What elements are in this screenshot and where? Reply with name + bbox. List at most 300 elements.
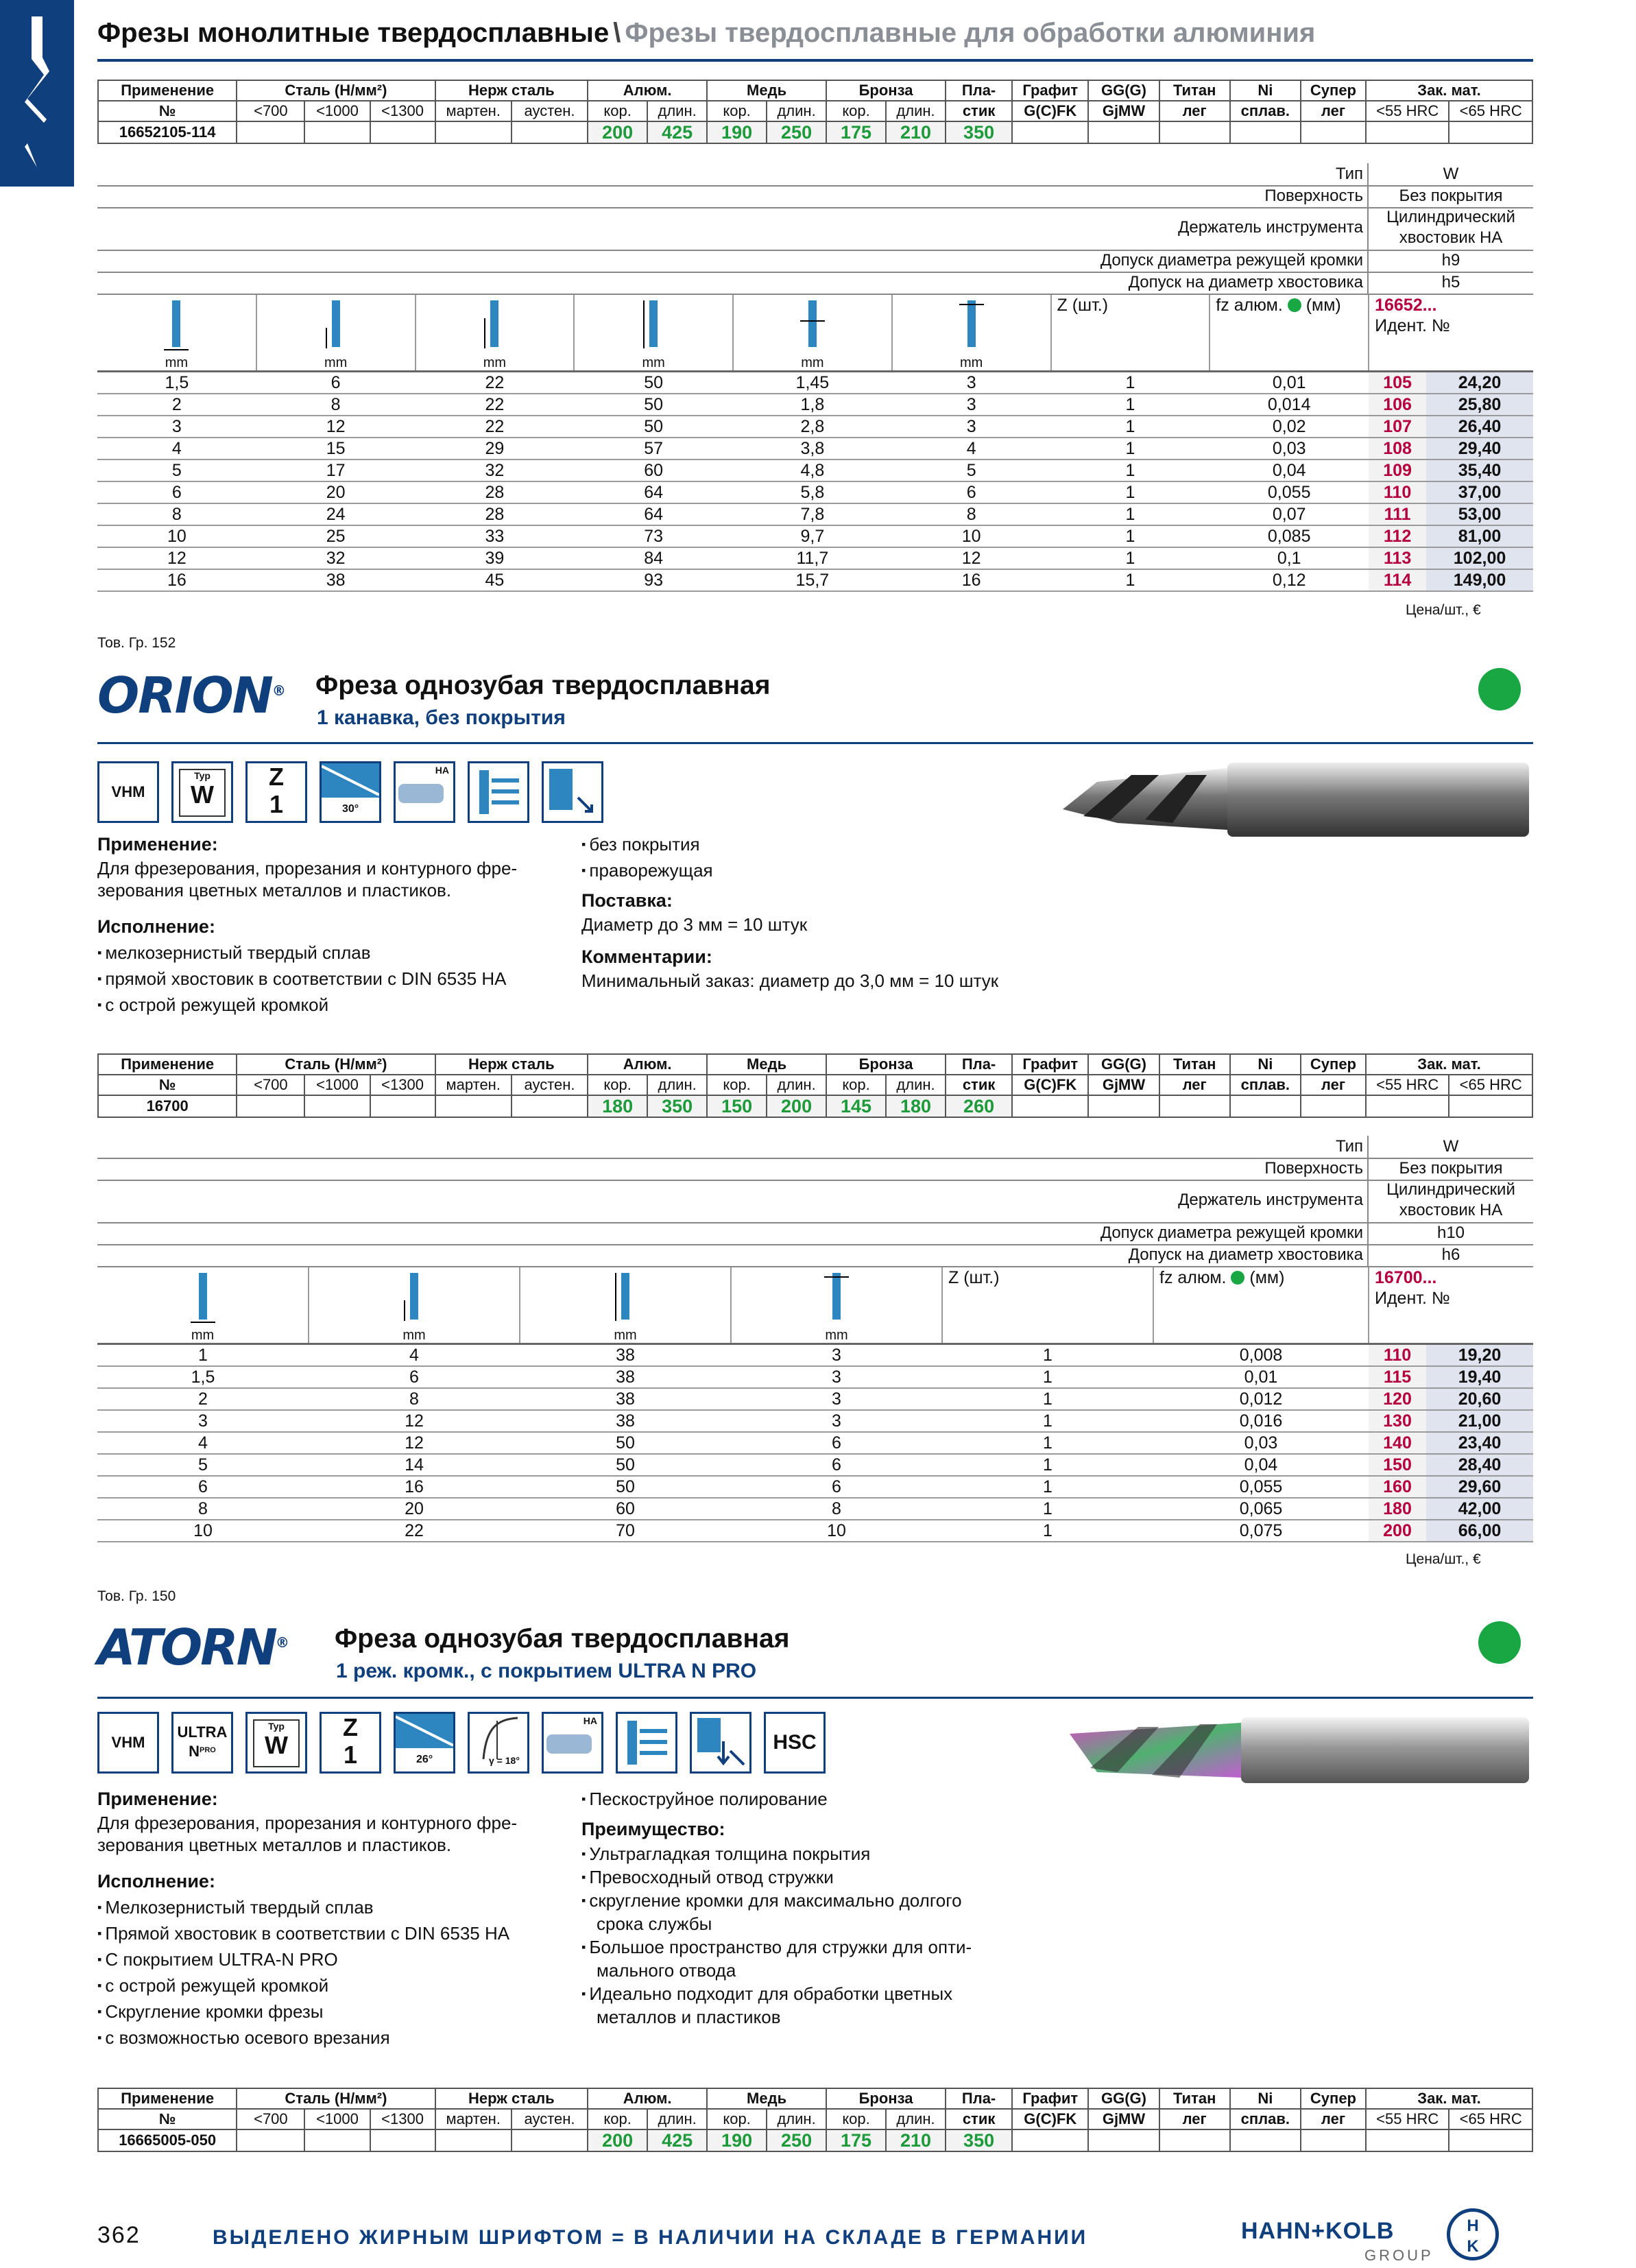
list-item: ▪ Большое пространство для стружки для опти- [581,1935,1061,1959]
table-cell: 1,5 [97,1366,309,1388]
table-cell: 38 [520,1366,731,1388]
ident-no: 200 [1369,1520,1426,1542]
drill-icon [18,16,56,167]
app-value: 350 [647,1095,707,1117]
table-cell: 1 [942,1498,1153,1520]
neck-length-icon [481,300,508,355]
application-table-3: Применение Сталь (Н/мм²) Нерж сталь Алюм. Медь Бронза Пла- Графит GG(G) Титан Ni Супер Зак. мат. № <700 <1000 <1300 мартен. аустен. кор. длин. кор. длин. кор. длин. стик G(C)FK GjMW лег сплав. лег <55 HRC <65 HRC 16665005-050 200 425 190 250 175 210 350 [97,2088,1533,2152]
spec-surface-value: Без покрытия [1367,185,1533,207]
table-cell: 12 [892,547,1051,569]
list-item: ▪ Прямой хвостовик в соответствии с DIN 6535 HA [97,1920,577,1946]
sidebar-band [0,0,74,187]
price: 29,60 [1426,1476,1533,1498]
table-cell: 0,085 [1210,525,1369,547]
orion-application: Применение: Для фрезерования, прорезания и контурного фре- зерования цветных металлов и пластиков. Исполнение: ▪ мелкозернистый твердый сплав ▪ прямой хвостовик в соответствии с DIN 6535 HA ▪ с острой режущей кромкой [97,831,564,1018]
app-value: 260 [946,1095,1012,1117]
table-cell: 1,5 [97,372,256,394]
table-cell: 8 [309,1388,520,1410]
table-cell: 24 [256,503,416,525]
table-cell: 10 [731,1520,942,1542]
table-row [97,1498,1533,1520]
table-row [97,1410,1533,1432]
table-cell: 22 [416,372,575,394]
table-row [97,1454,1533,1476]
spec-tolshank-label: Допуск на диаметр хвостовика [1128,273,1363,291]
table-row [97,1476,1533,1498]
table-row [97,525,1533,547]
app-value: 425 [647,121,707,143]
atorn-logo: ATORN® [97,1619,287,1676]
dim-l1-header: mm [520,1267,731,1344]
orion-title: Фреза однозубая твердосплавная [315,671,771,700]
hdr-sub: лег [1301,101,1366,121]
table-cell: 33 [416,525,575,547]
table-row [97,1432,1533,1454]
list-item: ▪ без покрытия [581,831,1130,857]
hdr-sub: G(C)FK [1012,101,1088,121]
table-cell: 60 [574,459,733,481]
rake-angle-icon: γ = 18° [468,1712,529,1774]
hdr-sub: стик [946,101,1012,121]
table-cell: 28 [416,503,575,525]
list-item: ▪ Пескоструйное полирование [581,1786,1061,1812]
z1-icon: Z 1 [320,1712,381,1774]
price-unit-1: Цена/шт., € [1406,602,1481,618]
table-row [97,547,1533,569]
price: 24,20 [1426,372,1533,394]
price: 149,00 [1426,569,1533,591]
table-cell: 20 [309,1498,520,1520]
table-cell: 2 [97,394,256,416]
table-cell: 6 [256,372,416,394]
dim-d1-header: mm [97,1267,309,1344]
ident-no: 180 [1369,1498,1426,1520]
hdr-sub: длин. [647,101,707,121]
hdr-castiron: GG(G) [1088,80,1159,101]
table-cell: 0,014 [1210,394,1369,416]
table-cell: 0,04 [1153,1454,1369,1476]
table-cell: 6 [97,481,256,503]
table-cell: 9,7 [733,525,892,547]
dimension-table-2 [97,1267,1533,1542]
table-cell: 1 [1051,481,1210,503]
ultra-n-pro-icon: ULTRA $N^{PRO}$ [171,1712,233,1774]
table-cell: 32 [256,547,416,569]
hdr-sub: мартен. [435,101,512,121]
cutting-diameter-icon [163,300,190,355]
dim-fz-header: fz алюм. (мм) [1210,295,1369,372]
app-value: 350 [946,121,1012,143]
table-cell: 4 [97,438,256,459]
table-row [97,503,1533,525]
hdr-sub: <700 [237,101,304,121]
price: 20,60 [1426,1388,1533,1410]
table-cell: 1 [97,1344,309,1367]
table-cell: 50 [574,416,733,438]
table-row [97,481,1533,503]
table-cell: 8 [97,1498,309,1520]
ident-no: 109 [1369,459,1426,481]
hdr-copper: Медь [707,80,826,101]
price: 42,00 [1426,1498,1533,1520]
hk-emblem-icon: H K [1447,2208,1499,2260]
table-cell: 60 [520,1498,731,1520]
table-cell: 1 [1051,503,1210,525]
dim-d2-header: mm [731,1267,942,1344]
table-cell: 1 [942,1366,1153,1388]
table-cell: 6 [731,1476,942,1498]
hdr-no: № [98,101,237,121]
section-rule [97,1697,1533,1699]
table-cell: 16 [892,569,1051,591]
dim-fz-header: fz алюм. (мм) [1153,1267,1369,1344]
table-cell: 50 [574,394,733,416]
type-w-icon: Typ W [171,761,233,823]
green-dot-icon [1231,1271,1244,1285]
table-cell: 10 [97,525,256,547]
app-value: 180 [886,1095,946,1117]
table-cell: 4 [892,438,1051,459]
table-row [97,1344,1533,1367]
hdr-bronze: Бронза [826,80,946,101]
total-length-icon [640,300,667,355]
price: 25,80 [1426,394,1533,416]
table-cell: 0,03 [1153,1432,1369,1454]
hdr-stainless: Нерж сталь [435,80,588,101]
dim-l3-header: mm [416,295,575,372]
atorn-tool-image [1070,1706,1536,1789]
list-item: ▪ Превосходный отвод стружки [581,1865,1061,1889]
table-cell: 84 [574,547,733,569]
spec-type-label: Тип [1335,165,1363,183]
table-cell: 50 [574,372,733,394]
table-cell: 15 [256,438,416,459]
table-cell: 16 [309,1476,520,1498]
hdr-application: Применение [98,80,237,101]
hdr-sub: сплав. [1230,101,1301,121]
table-cell: 3 [892,372,1051,394]
neck-diameter-icon [799,300,826,355]
table-cell: 3 [97,1410,309,1432]
shank-diameter-icon [823,1273,850,1328]
table-cell: 3 [731,1410,942,1432]
total-length-icon [612,1273,639,1328]
dim-d3-header: mm [733,295,892,372]
table-cell: 5 [97,459,256,481]
application-table-1 [97,80,1533,144]
table-cell: 1,8 [733,394,892,416]
table-cell: 0,01 [1210,372,1369,394]
table-cell: 29 [416,438,575,459]
app-value: 250 [767,121,826,143]
article-no: 16700 [98,1095,237,1117]
table-row [97,1520,1533,1542]
hdr-sub: <55 HRC [1366,101,1449,121]
table-row [97,438,1533,459]
table-cell: 38 [520,1410,731,1432]
price: 66,00 [1426,1520,1533,1542]
price: 19,20 [1426,1344,1533,1367]
slot-milling-icon [468,761,529,823]
app-value: 200 [588,2129,647,2151]
table-cell: 1 [1051,525,1210,547]
table-cell: 7,8 [733,503,892,525]
vhm-icon: VHM [97,1712,159,1774]
ident-no: 130 [1369,1410,1426,1432]
table-cell: 1 [942,1410,1153,1432]
dim-code-header: 16652... Идент. № [1369,295,1533,372]
helix-angle-icon: 30° [320,761,381,823]
table-cell: 1 [1051,416,1210,438]
atorn-details: ▪ Пескоструйное полирование Преимущество: ▪ Ультрагладкая толщина покрытия ▪ Превосходный отвод стружки ▪ скругление кромки для максимально долгого срока службы ▪ Большое пространство для стружки для опти- мального отвода ▪ Идеально подходит для обработки цветных металлов и пластиков [581,1786,1061,2029]
list-item: ▪ праворежущая [581,857,1130,883]
product-group-2: Тов. Гр. 150 [97,1588,176,1604]
dim-l2-header: mm [309,1267,520,1344]
list-item: ▪ Скругление кромки фрезы [97,1998,577,2025]
table-row [97,569,1533,591]
table-cell: 6 [892,481,1051,503]
table-cell: 1 [942,1520,1153,1542]
ident-no: 113 [1369,547,1426,569]
availability-dot-icon [1478,668,1521,711]
table-cell: 5,8 [733,481,892,503]
app-value: 145 [826,1095,886,1117]
table-cell: 1 [1051,459,1210,481]
hdr-ni: Ni [1230,80,1301,101]
table-cell: 0,04 [1210,459,1369,481]
ident-no: 110 [1369,1344,1426,1367]
table-cell: 64 [574,481,733,503]
table-cell: 10 [97,1520,309,1542]
hdr-sub: длин. [767,101,826,121]
spec-type-value: W [1367,163,1533,185]
article-no: 16652105-114 [98,121,237,143]
table-cell: 50 [520,1432,731,1454]
price: 21,00 [1426,1410,1533,1432]
app-value: 180 [588,1095,647,1117]
table-cell: 11,7 [733,547,892,569]
table-cell: 6 [97,1476,309,1498]
table-cell: 1 [942,1432,1153,1454]
table-cell: 15,7 [733,569,892,591]
section-rule [97,742,1533,744]
table-cell: 0,016 [1153,1410,1369,1432]
table-cell: 93 [574,569,733,591]
table-cell: 57 [574,438,733,459]
page-number: 362 [97,2222,141,2248]
contour-milling-icon [542,761,603,823]
ident-no: 111 [1369,503,1426,525]
table-cell: 1 [942,1476,1153,1498]
table-cell: 3 [731,1344,942,1367]
table-cell: 10 [892,525,1051,547]
table-cell: 6 [731,1432,942,1454]
table-row [97,416,1533,438]
table-cell: 1 [1051,547,1210,569]
cutting-diameter-icon [189,1273,217,1328]
ident-no: 120 [1369,1388,1426,1410]
table-cell: 0,02 [1210,416,1369,438]
table-cell: 14 [309,1454,520,1476]
spec-surface-label: Поверхность [1264,187,1363,205]
table-row [97,459,1533,481]
table-row [97,372,1533,394]
app-value: 175 [826,121,886,143]
table-cell: 3 [731,1388,942,1410]
table-cell: 8 [97,503,256,525]
dim-z-header: Z (шт.) [942,1267,1153,1344]
stock-note: ВЫДЕЛЕНО ЖИРНЫМ ШРИФТОМ = В НАЛИЧИИ НА СКЛАДЕ В ГЕРМАНИИ [213,2226,1088,2249]
dim-z-header: Z (шт.) [1051,295,1210,372]
orion-subtitle: 1 канавка, без покрытия [317,706,566,729]
list-item: ▪ Ультрагладкая толщина покрытия [581,1842,1061,1865]
hdr-hardened: Зак. мат. [1366,80,1532,101]
list-item: ▪ скругление кромки для максимально долгого [581,1889,1061,1912]
atorn-title: Фреза однозубая твердосплавная [335,1624,790,1654]
table-cell: 39 [416,547,575,569]
ident-no: 108 [1369,438,1426,459]
table-cell: 1 [1051,569,1210,591]
table-cell: 17 [256,459,416,481]
table-cell: 50 [520,1454,731,1476]
table-cell: 4 [97,1432,309,1454]
table-cell: 3 [731,1366,942,1388]
table-cell: 12 [309,1432,520,1454]
type-w-icon: Typ W [245,1712,307,1774]
ident-no: 140 [1369,1432,1426,1454]
table-cell: 0,075 [1153,1520,1369,1542]
price: 23,40 [1426,1432,1533,1454]
list-item: ▪ с острой режущей кромкой [97,1972,577,1998]
app-value: 425 [647,2129,707,2151]
table-cell: 50 [520,1476,731,1498]
app-value: 250 [767,2129,826,2151]
list-item: ▪ С покрытием ULTRA-N PRO [97,1946,577,1972]
hdr-titan: Титан [1159,80,1230,101]
z1-icon: Z 1 [245,761,307,823]
hdr-plastic: Пла- [946,80,1012,101]
orion-tool-image [1056,754,1536,844]
app-value: 200 [767,1095,826,1117]
table-cell: 12 [256,416,416,438]
hdr-sub: <65 HRC [1449,101,1532,121]
list-item: ▪ Идеально подходит для обработки цветных [581,1982,1061,2005]
table-cell: 0,008 [1153,1344,1369,1367]
dim-code-header: 16700... Идент. № [1369,1267,1533,1344]
list-item: ▪ прямой хвостовик в соответствии с DIN 6535 HA [97,966,564,992]
table-cell: 45 [416,569,575,591]
article-no: 16665005-050 [98,2129,237,2151]
app-value: 175 [826,2129,886,2151]
table-cell: 4 [309,1344,520,1367]
price: 102,00 [1426,547,1533,569]
shank-diameter-icon [958,300,985,355]
table-cell: 4,8 [733,459,892,481]
hdr-sub: GjMW [1088,101,1159,121]
table-cell: 1 [942,1388,1153,1410]
list-item: ▪ с возможностью осевого врезания [97,2025,577,2051]
table-cell: 0,07 [1210,503,1369,525]
table-row [97,1366,1533,1388]
price: 29,40 [1426,438,1533,459]
table-cell: 12 [309,1410,520,1432]
table-cell: 20 [256,481,416,503]
hdr-sub: лег [1159,101,1230,121]
list-item: ▪ Мелкозернистый твердый сплав [97,1894,577,1920]
price-unit-2: Цена/шт., € [1406,1551,1481,1567]
dim-d1-header: mm [97,295,256,372]
dim-l1-header: mm [574,295,733,372]
app-value: 350 [946,2129,1012,2151]
table-cell: 1 [942,1344,1153,1367]
table-cell: 22 [416,416,575,438]
hdr-alu: Алюм. [588,80,707,101]
price: 19,40 [1426,1366,1533,1388]
orion-details: ▪ без покрытия ▪ праворежущая Поставка: Диаметр до 3 мм = 10 штук Комментарии: Минимальный заказ: диаметр до 3,0 мм = 10 штук [581,831,1130,992]
table-cell: 3 [97,416,256,438]
ident-no: 105 [1369,372,1426,394]
atorn-subtitle: 1 реж. кромк., с покрытием ULTRA N PRO [336,1660,757,1682]
table-cell: 1 [1051,372,1210,394]
table-cell: 1,45 [733,372,892,394]
header-rule [97,59,1533,62]
ident-no: 110 [1369,481,1426,503]
table-cell: 0,055 [1153,1476,1369,1498]
plunge-milling-icon [690,1712,751,1774]
table-cell: 3 [892,416,1051,438]
app-value: 150 [707,1095,767,1117]
spec-tolcut-label: Допуск диаметра режущей кромки [1100,251,1363,270]
table-cell: 5 [892,459,1051,481]
hdr-sub: <1000 [304,101,370,121]
table-cell: 25 [256,525,416,547]
green-dot-icon [1288,298,1301,312]
ident-no: 106 [1369,394,1426,416]
table-cell: 5 [97,1454,309,1476]
table-cell: 8 [256,394,416,416]
hdr-sub: <1300 [370,101,435,121]
table-cell: 28 [416,481,575,503]
app-value: 210 [886,2129,946,2151]
list-item-cont: мального отвода [597,1960,736,1981]
price: 35,40 [1426,459,1533,481]
table-cell: 0,03 [1210,438,1369,459]
list-item: ▪ с острой режущей кромкой [97,992,564,1018]
table-cell: 38 [520,1344,731,1367]
ident-no: 114 [1369,569,1426,591]
table-row [97,1388,1533,1410]
table-cell: 70 [520,1520,731,1542]
price: 37,00 [1426,481,1533,503]
table-cell: 2 [97,1388,309,1410]
price: 28,40 [1426,1454,1533,1476]
hdr-sub: кор. [826,101,886,121]
table-cell: 0,012 [1153,1388,1369,1410]
slot-milling-icon [616,1712,677,1774]
table-cell: 6 [731,1454,942,1476]
vhm-icon: VHM [97,761,159,823]
table-cell: 22 [309,1520,520,1542]
app-value: 190 [707,2129,767,2151]
table-cell: 0,01 [1153,1366,1369,1388]
ident-no: 150 [1369,1454,1426,1476]
dim-l2-header: mm [256,295,416,372]
atorn-application: Применение: Для фрезерования, прорезания и контурного фре- зерования цветных металлов и пластиков. Исполнение: ▪ Мелкозернистый твердый сплав ▪ Прямой хвостовик в соответствии с DIN 6535 HA ▪ С покрытием ULTRA-N PRO ▪ с острой режущей кромкой ▪ Скругление кромки фрезы ▪ с возможностью осевого врезания [97,1786,577,2051]
table-cell: 3,8 [733,438,892,459]
spec-tolshank-value: h5 [1367,272,1533,294]
spec-holder-value-2: хвостовик НА [1399,228,1503,247]
availability-dot-icon [1478,1621,1521,1664]
